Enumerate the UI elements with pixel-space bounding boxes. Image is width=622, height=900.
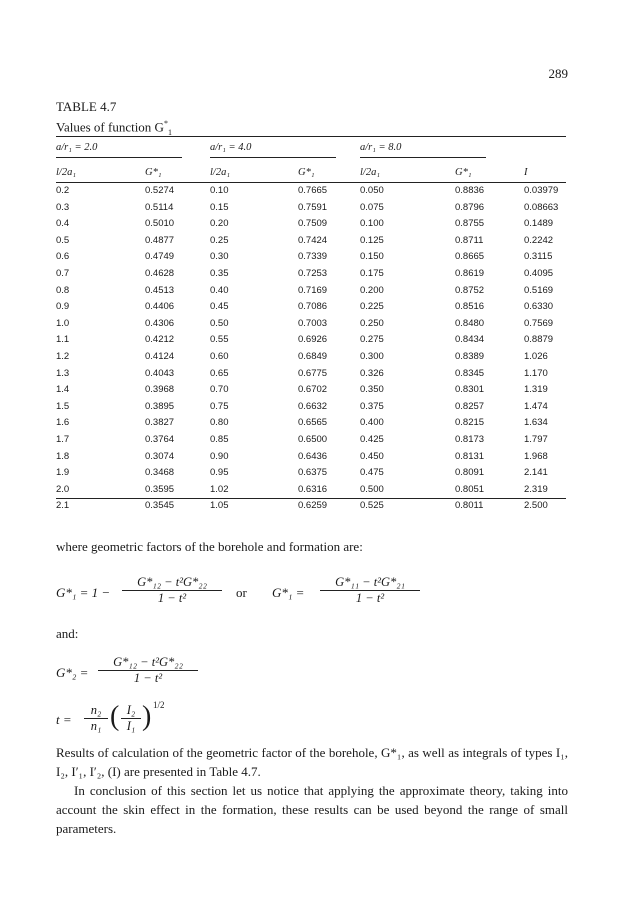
table-cell: 0.350 xyxy=(360,384,384,396)
table-rule-top xyxy=(56,136,566,137)
table-cell: 1.634 xyxy=(524,417,548,429)
table-cell: 1.05 xyxy=(210,500,229,512)
eq4-inner-denominator: I₁ xyxy=(126,719,136,733)
table-cell: 0.125 xyxy=(360,234,384,246)
table-row xyxy=(0,433,622,450)
table-cell: 0.326 xyxy=(360,367,384,379)
table-cell: 0.8752 xyxy=(455,284,485,296)
table-cell: 0.8755 xyxy=(455,218,485,230)
eq4-paren-close: ) xyxy=(142,701,152,732)
col-head-5: l/2a₁ xyxy=(360,167,380,178)
col-head-6: G*₁ xyxy=(455,167,472,178)
table-cell: 0.275 xyxy=(360,334,384,346)
eq4-frac xyxy=(84,703,108,734)
table-cell: 0.03979 xyxy=(524,185,559,196)
table-cell: 0.8711 xyxy=(455,234,484,246)
table-row xyxy=(0,267,622,284)
table-cell: 0.8480 xyxy=(455,317,485,329)
table-cell: 0.50 xyxy=(210,317,229,329)
table-cell: 0.7665 xyxy=(298,185,328,196)
table-cell: 0.4628 xyxy=(145,267,175,279)
eq2-frac xyxy=(320,575,420,606)
group-line-2 xyxy=(210,157,336,158)
table-row xyxy=(0,400,622,417)
table-cell: 0.6316 xyxy=(298,483,328,495)
table-cell: 0.8173 xyxy=(455,433,485,445)
table-cell: 1.474 xyxy=(524,400,548,412)
table-cell: 0.65 xyxy=(210,367,229,379)
table-cell: 0.6926 xyxy=(298,334,328,346)
eq1-lhs: G*₁ = 1 − xyxy=(56,585,111,600)
table-cell: 0.100 xyxy=(360,218,384,230)
table-cell: 0.40 xyxy=(210,284,229,296)
table-cell: 0.1489 xyxy=(524,218,554,230)
table-cell: 0.4513 xyxy=(145,284,175,296)
table-cell: 0.7424 xyxy=(298,234,328,246)
table-cell: 1.797 xyxy=(524,433,548,445)
table-cell: 0.8836 xyxy=(455,185,485,196)
table-cell: 0.475 xyxy=(360,467,384,479)
table-cell: 0.7086 xyxy=(298,301,328,313)
eq2-denominator: 1 − t² xyxy=(355,591,385,605)
eq3-lhs: G*₂ = xyxy=(56,665,89,680)
table-cell: 0.500 xyxy=(360,483,384,495)
table-cell: 0.6702 xyxy=(298,384,328,396)
or-word: or xyxy=(236,585,247,600)
table-cell: 0.7509 xyxy=(298,218,328,230)
table-cell: 0.5114 xyxy=(145,201,174,213)
table-cell: 0.3115 xyxy=(524,251,553,263)
table-cell: 0.4 xyxy=(56,218,70,230)
table-cell: 0.60 xyxy=(210,350,229,362)
table-cell: 0.25 xyxy=(210,234,229,246)
table-cell: 0.8619 xyxy=(455,267,485,279)
table-cell: 0.45 xyxy=(210,301,229,313)
table-body xyxy=(0,184,622,516)
table-cell: 0.225 xyxy=(360,301,384,313)
eq2-numerator: G*₁₁ − t²G*₂₁ xyxy=(320,575,420,591)
table-row xyxy=(0,201,622,218)
table-cell: 0.3595 xyxy=(145,483,175,495)
table-cell: 0.7569 xyxy=(524,317,554,329)
table-cell: 0.8257 xyxy=(455,400,485,412)
table-cell: 0.450 xyxy=(360,450,384,462)
table-cell: 0.20 xyxy=(210,218,229,230)
table-cell: 0.400 xyxy=(360,417,384,429)
table-row xyxy=(0,234,622,251)
table-cell: 2.319 xyxy=(524,483,548,495)
table-cell: 0.5010 xyxy=(145,218,175,230)
table-cell: 0.6330 xyxy=(524,301,554,313)
table-cell: 2.141 xyxy=(524,467,548,479)
eq1-frac xyxy=(122,575,222,606)
eq2-lhs: G*₁ = xyxy=(272,585,305,600)
table-cell: 0.75 xyxy=(210,400,229,412)
table-cell: 0.050 xyxy=(360,185,384,196)
table-cell: 0.3 xyxy=(56,201,70,213)
eq1-numerator: G*₁₂ − t²G*₂₂ xyxy=(122,575,222,591)
table-cell: 0.35 xyxy=(210,267,229,279)
table-cell: 1.6 xyxy=(56,417,70,429)
table-cell: 0.8434 xyxy=(455,334,485,346)
table-cell: 0.3468 xyxy=(145,467,175,479)
table-cell: 0.6565 xyxy=(298,417,328,429)
table-cell: 0.8011 xyxy=(455,500,484,512)
eq4-exponent: 1/2 xyxy=(153,700,165,710)
table-cell: 0.7253 xyxy=(298,267,328,279)
table-cell: 1.02 xyxy=(210,483,229,495)
table-cell: 1.0 xyxy=(56,317,70,329)
table-row xyxy=(0,499,622,516)
table-row xyxy=(0,416,622,433)
table-cell: 1.170 xyxy=(524,367,548,379)
table-cell: 0.8796 xyxy=(455,201,485,213)
table-cell: 0.70 xyxy=(210,384,229,396)
table-row xyxy=(0,217,622,234)
table-cell: 0.6 xyxy=(56,251,70,263)
paragraph-conclusion: In conclusion of this section let us notice that applying the approximate theory, taking into account the skin effect in the formation, these results can be used beyond the range of small parameters. xyxy=(56,783,568,836)
table-cell: 1.2 xyxy=(56,350,70,362)
table-cell: 0.6436 xyxy=(298,450,328,462)
table-cell: 0.7339 xyxy=(298,251,328,263)
col-head-1: l/2a₁ xyxy=(56,167,76,178)
table-row xyxy=(0,383,622,400)
table-cell: 1.026 xyxy=(524,350,548,362)
table-row xyxy=(0,250,622,267)
and-word: and: xyxy=(56,626,79,641)
table-cell: 0.3764 xyxy=(145,433,175,445)
table-cell: 0.8665 xyxy=(455,251,485,263)
table-cell: 0.3545 xyxy=(145,500,175,512)
table-cell: 0.250 xyxy=(360,317,384,329)
table-cell: 0.4877 xyxy=(145,234,175,246)
table-cell: 0.6500 xyxy=(298,433,328,445)
table-cell: 0.150 xyxy=(360,251,384,263)
table-rule-mid xyxy=(56,182,566,183)
table-cell: 0.075 xyxy=(360,201,384,213)
eq3-frac xyxy=(98,655,198,686)
intro-text: where geometric factors of the borehole and formation are: xyxy=(56,539,363,554)
table-cell: 0.08663 xyxy=(524,201,559,213)
col-head-4: G*₁ xyxy=(298,167,315,178)
table-cell: 0.85 xyxy=(210,433,229,445)
table-cell: 0.4749 xyxy=(145,251,175,263)
table-cell: 1.8 xyxy=(56,450,70,462)
group-line-3 xyxy=(360,157,486,158)
table-cell: 0.4043 xyxy=(145,367,175,379)
eq1-denominator: 1 − t² xyxy=(157,591,187,605)
table-cell: 0.8091 xyxy=(455,467,485,479)
table-row xyxy=(0,350,622,367)
table-cell: 0.4306 xyxy=(145,317,175,329)
table-cell: 0.10 xyxy=(210,185,229,196)
eq3-numerator: G*₁₂ − t²G*₂₂ xyxy=(98,655,198,671)
table-cell: 1.7 xyxy=(56,433,70,445)
table-cell: 0.2 xyxy=(56,185,70,196)
table-cell: 0.6775 xyxy=(298,367,328,379)
eq4-denominator: n₁ xyxy=(90,719,102,733)
paragraph-results: Results of calculation of the geometric factor of the borehole, G*₁, as well as integrals of types I₁, I₂, I′₁, I′₂, (I) are presented in Table 4.7. xyxy=(56,745,568,779)
group-line-1 xyxy=(56,157,182,158)
table-cell: 0.2242 xyxy=(524,234,554,246)
table-cell: 0.6849 xyxy=(298,350,328,362)
table-cell: 0.30 xyxy=(210,251,229,263)
table-rule-bottom xyxy=(56,498,566,499)
table-cell: 2.0 xyxy=(56,483,70,495)
table-cell: 0.8131 xyxy=(455,450,485,462)
group-header-1: a/r₁ = 2.0 xyxy=(56,142,98,153)
table-cell: 0.8 xyxy=(56,284,70,296)
table-cell: 1.9 xyxy=(56,467,70,479)
table-row xyxy=(0,483,622,500)
table-cell: 0.7591 xyxy=(298,201,328,213)
table-cell: 0.6259 xyxy=(298,500,328,512)
table-title: TABLE 4.7 xyxy=(56,99,117,114)
table-cell: 0.425 xyxy=(360,433,384,445)
table-cell: 0.3074 xyxy=(145,450,175,462)
table-row xyxy=(0,184,622,201)
table-cell: 0.7003 xyxy=(298,317,328,329)
table-cell: 0.55 xyxy=(210,334,229,346)
table-cell: 0.6375 xyxy=(298,467,328,479)
table-cell: 0.4212 xyxy=(145,334,175,346)
table-cell: 0.3895 xyxy=(145,400,175,412)
table-cell: 2.500 xyxy=(524,500,548,512)
table-cell: 1.1 xyxy=(56,334,70,346)
table-cell: 0.15 xyxy=(210,201,229,213)
table-cell: 1.5 xyxy=(56,400,70,412)
table-cell: 0.8516 xyxy=(455,301,485,313)
table-cell: 0.4124 xyxy=(145,350,175,362)
col-head-3: l/2a₁ xyxy=(210,167,230,178)
table-cell: 0.90 xyxy=(210,450,229,462)
table-cell: 0.4095 xyxy=(524,267,554,279)
table-cell: 2.1 xyxy=(56,500,70,512)
table-cell: 0.8051 xyxy=(455,483,485,495)
table-row xyxy=(0,300,622,317)
table-row xyxy=(0,466,622,483)
table-cell: 0.7169 xyxy=(298,284,328,296)
table-cell: 0.175 xyxy=(360,267,384,279)
group-header-2: a/r₁ = 4.0 xyxy=(210,142,252,153)
table-cell: 0.7 xyxy=(56,267,70,279)
eq4-paren-open: ( xyxy=(110,701,120,732)
table-cell: 0.80 xyxy=(210,417,229,429)
table-cell: 0.8301 xyxy=(455,384,485,396)
table-caption-sym: * xyxy=(163,119,168,128)
table-cell: 0.375 xyxy=(360,400,384,412)
table-cell: 0.6632 xyxy=(298,400,328,412)
table-cell: 0.5274 xyxy=(145,185,175,196)
table-cell: 0.4406 xyxy=(145,301,175,313)
table-row xyxy=(0,450,622,467)
table-cell: 0.200 xyxy=(360,284,384,296)
table-cell: 0.9 xyxy=(56,301,70,313)
table-cell: 0.8345 xyxy=(455,367,485,379)
table-cell: 1.968 xyxy=(524,450,548,462)
col-head-7: I xyxy=(524,167,528,178)
group-header-3: a/r₁ = 8.0 xyxy=(360,142,402,153)
table-cell: 1.3 xyxy=(56,367,70,379)
eq4-inner-frac xyxy=(121,703,141,734)
table-cell: 0.3968 xyxy=(145,384,175,396)
table-cell: 1.4 xyxy=(56,384,70,396)
table-cell: 0.8215 xyxy=(455,417,485,429)
table-cell: 0.95 xyxy=(210,467,229,479)
table-row xyxy=(0,367,622,384)
table-cell: 0.300 xyxy=(360,350,384,362)
eq3-denominator: 1 − t² xyxy=(133,671,163,685)
table-cell: 0.8389 xyxy=(455,350,485,362)
table-cell: 1.319 xyxy=(524,384,548,396)
eq4-lhs: t = xyxy=(56,712,72,727)
table-cell: 0.5 xyxy=(56,234,70,246)
table-cell: 0.3827 xyxy=(145,417,175,429)
table-cell: 0.8879 xyxy=(524,334,554,346)
table-row xyxy=(0,333,622,350)
table-caption xyxy=(56,115,172,141)
col-head-2: G*₁ xyxy=(145,167,162,178)
eq4-numerator: n₂ xyxy=(84,703,108,719)
table-cell: 0.5169 xyxy=(524,284,554,296)
table-row xyxy=(0,317,622,334)
table-caption-text: Values of function G xyxy=(56,119,164,135)
table-row xyxy=(0,284,622,301)
table-cell: 0.525 xyxy=(360,500,384,512)
table-caption-sub: 1 xyxy=(167,127,172,137)
eq4-inner-numerator: I₂ xyxy=(121,703,141,719)
page-number: 289 xyxy=(548,66,568,81)
